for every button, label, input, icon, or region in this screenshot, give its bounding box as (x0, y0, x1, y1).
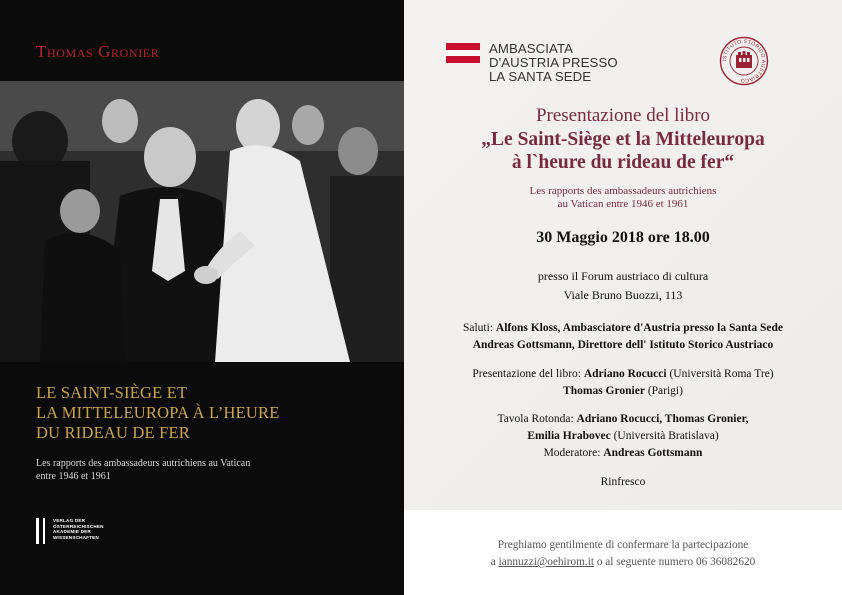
embassy-name: AMBASCIATA D'AUSTRIA PRESSO LA SANTA SEDE (489, 41, 618, 84)
cover-title-line: DU RIDEAU DE FER (36, 423, 190, 442)
historic-photo-illustration (0, 81, 404, 362)
rsvp-note: Preghiamo gentilmente di confermare la partecipazione a iannuzzi@oehirom.it o al seguente numero 06 36082620 (490, 539, 756, 568)
book-subtitle: Les rapports des ambassadeurs autrichiens au Vatican entre 1946 et 1961 (529, 185, 717, 210)
book-cover (0, 0, 404, 595)
cover-subtitle-line: entre 1946 et 1961 (36, 471, 111, 482)
program-saluti: Saluti: Alfons Kloss, Ambasciatore d'Austria presso la Santa Sede Andreas Gottsmann, Direttore dell' Istituto Storico Austriaco (462, 322, 783, 351)
cover-subtitle (36, 457, 296, 483)
program-rinfresco: Rinfresco (600, 476, 646, 488)
event-intro: Presentazione del libro (535, 105, 711, 126)
publisher-name: VERLAG DER ÖSTERREICHISCHEN AKADEMIE DER WISSENSCHAFTEN (53, 518, 104, 540)
institute-seal-icon (719, 36, 769, 86)
cover-photo (0, 81, 404, 362)
austria-flag-icon (446, 43, 480, 63)
seal-ring-text: ISTITUTO STORICO AUSTRIACO (721, 38, 767, 84)
program-presentazione: Presentazione del libro: Adriano Rocucci (Università Roma Tre) Thomas Gronier (Parigi) (472, 368, 774, 397)
event-venue: presso il Forum austriaco di cultura Viale Bruno Buozzi, 113 (537, 269, 709, 302)
publisher-logo (36, 518, 123, 544)
cover-title-line: LE SAINT-SIÈGE ET (36, 383, 188, 402)
cover-subtitle-line: Les rapports des ambassadeurs autrichiens au Vatican (36, 458, 251, 469)
cover-title (36, 383, 376, 443)
book-title: „Le Saint-Siège et la Mitteleuropa à l`heure du rideau de fer“ (481, 129, 765, 173)
cover-author: Thomas Gronier (36, 42, 160, 61)
embassy-logo (446, 42, 618, 84)
publisher-bars-icon (36, 518, 45, 544)
rsvp-email-link[interactable]: iannuzzi@oehirom.it (498, 556, 594, 568)
program-tavola-rotonda: Tavola Rotonda: Adriano Rocucci, Thomas Gronier, Emilia Hrabovec (Università Bratislava) Moderatore: Andreas Gottsmann (497, 413, 749, 459)
event-date: 30 Maggio 2018 ore 18.00 (536, 229, 710, 246)
cover-title-line: LA MITTELEUROPA À L’HEURE (36, 403, 280, 422)
